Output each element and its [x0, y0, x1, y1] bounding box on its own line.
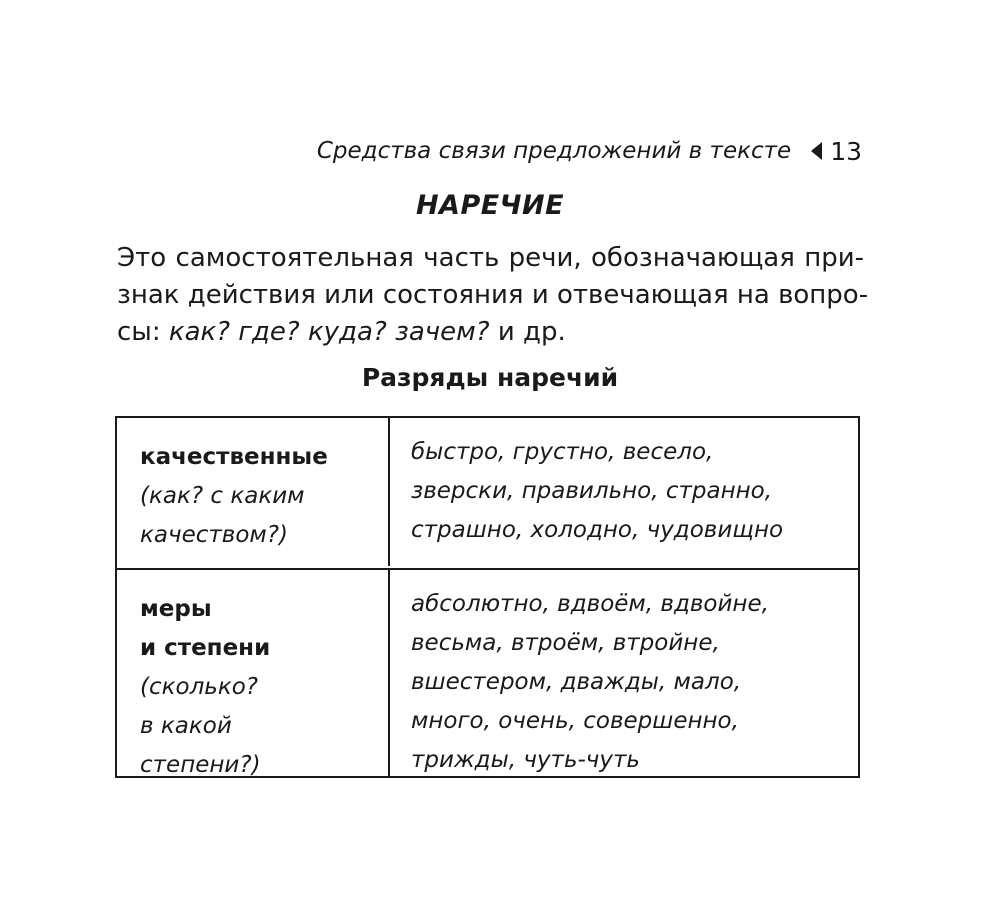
- table-row: [117, 418, 858, 566]
- category-question: (как? с каким: [140, 483, 305, 509]
- examples-cell: [411, 585, 769, 780]
- category-question: в какой: [140, 713, 232, 739]
- running-head: [317, 131, 862, 171]
- example-line: вшестером, дважды, мало,: [411, 669, 742, 695]
- category-question: качеством?): [140, 522, 288, 548]
- definition-paragraph: [117, 240, 869, 351]
- running-title: Средства связи предложений в тексте: [316, 138, 792, 164]
- category-name: меры: [140, 596, 212, 622]
- examples-cell: [411, 433, 783, 550]
- page-number: 13: [830, 136, 862, 166]
- category-name: и степени: [140, 635, 271, 661]
- example-line: страшно, холодно, чудовищно: [411, 517, 784, 543]
- column-divider: [388, 570, 390, 778]
- adverb-categories-table: [115, 416, 860, 778]
- definition-line: Это самостоятельная часть речи, обозначающая при-: [117, 243, 864, 273]
- section-heading: НАРЕЧИЕ: [415, 190, 565, 221]
- definition-line: [117, 314, 864, 351]
- column-divider: [388, 418, 390, 566]
- table-row: [117, 568, 858, 778]
- example-line: много, очень, совершенно,: [411, 708, 739, 734]
- category-question: степени?): [140, 752, 261, 778]
- category-question: (сколько?: [140, 674, 259, 700]
- example-line: быстро, грустно, весело,: [411, 439, 714, 465]
- definition-questions: как? где? куда? зачем?: [168, 317, 490, 347]
- example-line: трижды, чуть-чуть: [411, 747, 640, 773]
- definition-line3-suffix: и др.: [489, 317, 566, 347]
- category-name: качественные: [140, 444, 328, 470]
- category-cell: [140, 438, 328, 555]
- example-line: абсолютно, вдвоём, вдвойне,: [411, 591, 769, 617]
- example-line: зверски, правильно, странно,: [411, 478, 773, 504]
- definition-line3-prefix: сы:: [117, 317, 169, 347]
- table-title: Разряды наречий: [361, 363, 619, 392]
- category-cell: [140, 590, 270, 785]
- page-marker-triangle-icon: [811, 142, 822, 160]
- example-line: весьма, втроём, втройне,: [411, 630, 720, 656]
- definition-line: знак действия или состояния и отвечающая на вопро-: [117, 280, 869, 310]
